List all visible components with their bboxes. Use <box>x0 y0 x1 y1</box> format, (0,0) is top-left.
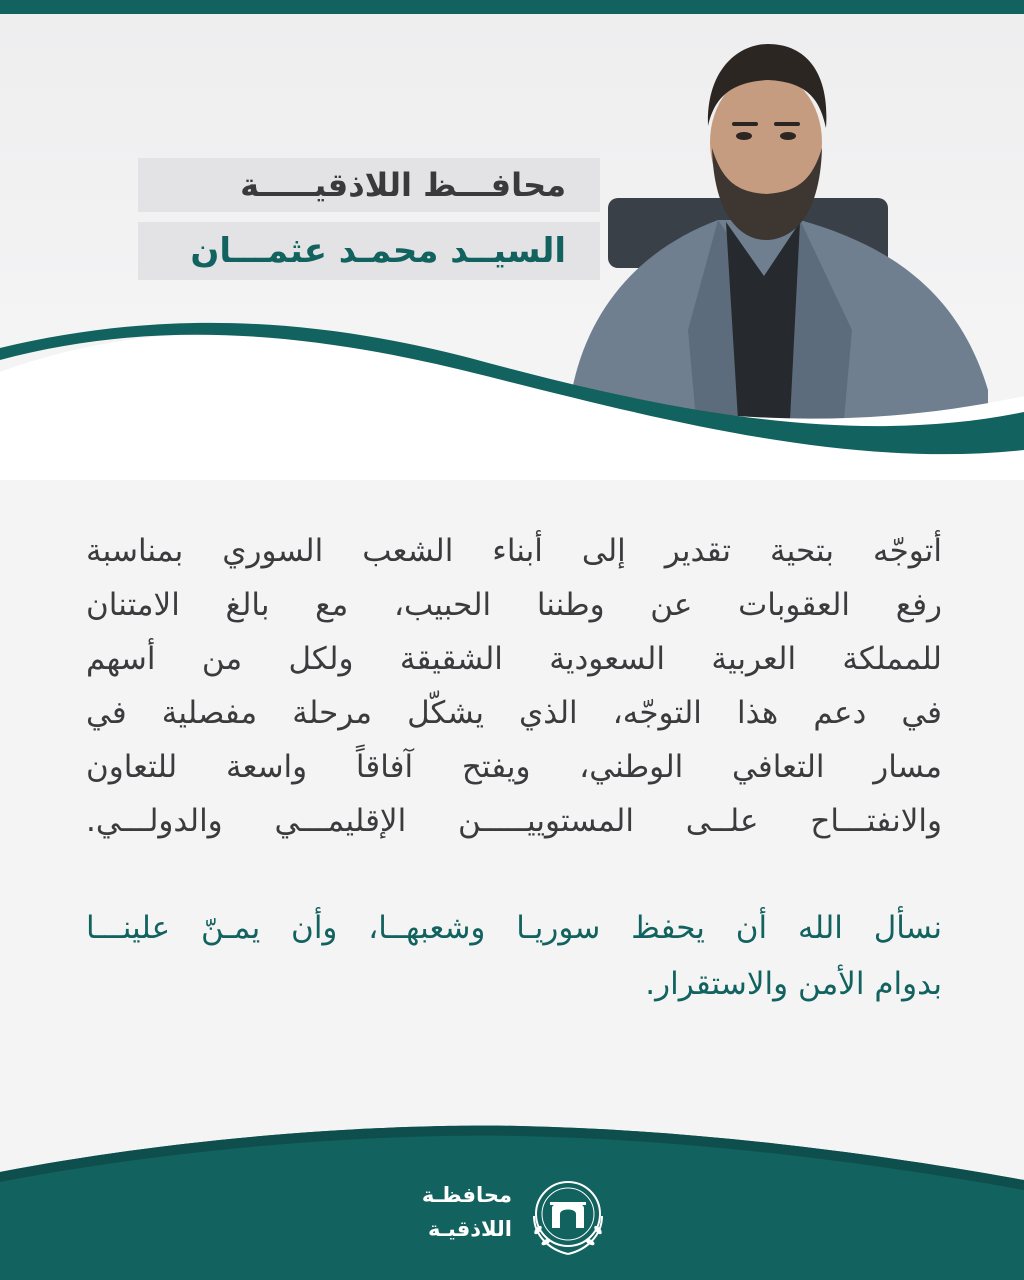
header-wave <box>0 300 1024 480</box>
statement-line: أتوجّه بتحية تقدير إلى أبناء الشعب السوري بمناسبة <box>86 533 942 569</box>
governor-name: السيــد محمـد عثمـــان <box>190 231 566 271</box>
statement-body <box>86 524 942 848</box>
laurel-arch-emblem-icon <box>520 1170 616 1266</box>
title-box-position <box>138 158 600 212</box>
position-title: محافـــظ اللاذقيـــــة <box>240 166 566 204</box>
footer-logo-text <box>408 1178 512 1246</box>
logo-line-2: اللاذقيـة <box>427 1217 512 1241</box>
statement-line: للمملكة العربية السعودية الشقيقة ولكل من أسهم <box>86 641 942 677</box>
logo-line-1: محافظـة <box>421 1183 512 1207</box>
statement-line: رفع العقوبات عن وطننا الحبيب، مع بالغ الامتنان <box>86 587 942 623</box>
prayer-line: بدوام الأمن والاستقرار. <box>645 966 942 1002</box>
statement-line: في دعم هذا التوجّه، الذي يشكّل مرحلة مفصلية في <box>86 695 942 731</box>
footer-wave <box>0 1110 1024 1280</box>
title-box-name <box>138 222 600 280</box>
statement-line: والانفتـــاح علــى المستوييـــــن الإقليمـــي والدولـــي. <box>86 803 942 839</box>
prayer-body <box>86 900 942 1012</box>
prayer-line: نسأل الله أن يحفظ سوريـا وشعبهــا، وأن يمـنّ علينـــا <box>86 910 942 946</box>
statement-line: مسار التعافي الوطني، ويفتح آفاقاً واسعة للتعاون <box>86 749 942 785</box>
top-accent-bar <box>0 0 1024 14</box>
